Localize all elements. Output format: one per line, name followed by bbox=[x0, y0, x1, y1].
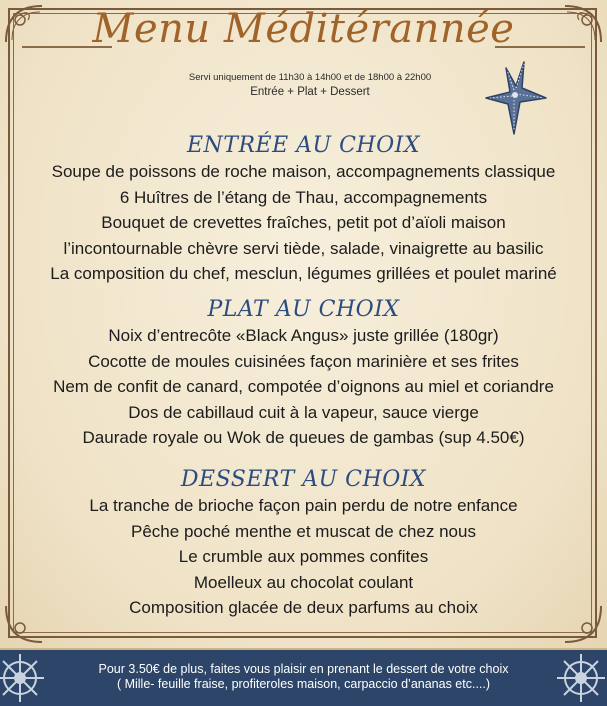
menu-item: La tranche de brioche façon pain perdu de notre enfance bbox=[89, 496, 518, 515]
section-title: PLAT AU CHOIX bbox=[207, 297, 400, 322]
menu-item: Dos de cabillaud cuit à la vapeur, sauce vierge bbox=[128, 402, 479, 422]
menu-item: La composition du chef, mesclun, légumes grillées et poulet mariné bbox=[50, 264, 557, 283]
menu-item: Nem de confit de canard, compotée d’oignons au miel et coriandre bbox=[53, 377, 554, 396]
footer-note bbox=[60, 662, 547, 692]
menu-item: Cocotte de moules cuisinées façon marinière et ses frites bbox=[88, 351, 519, 371]
footer-border bbox=[0, 648, 607, 650]
service-hours: Servi uniquement de 11h30 à 14h00 et de 18h00 à 22h00 bbox=[188, 72, 432, 83]
menu-item: l’incontournable chèvre servi tiède, salade, vinaigrette au basilic bbox=[63, 238, 544, 258]
section-plat bbox=[0, 297, 607, 451]
section-title: ENTRÉE AU CHOIX bbox=[187, 133, 420, 158]
footer-line-2: ( Mille- feuille fraise, profiteroles maison, carpaccio d’ananas etc....) bbox=[116, 677, 491, 691]
menu-formula: Entrée + Plat + Dessert bbox=[250, 86, 370, 98]
menu-item: Soupe de poissons de roche maison, accompagnements classique bbox=[51, 162, 556, 181]
section-title: DESSERT AU CHOIX bbox=[180, 467, 427, 492]
footer-line-1: Pour 3.50€ de plus, faites vous plaisir en prenant le dessert de votre choix bbox=[98, 662, 509, 676]
section-dessert bbox=[0, 467, 607, 621]
menu-item: Pêche poché menthe et muscat de chez nous bbox=[131, 521, 476, 541]
menu-item: Bouquet de crevettes fraîches, petit pot d’aïoli maison bbox=[101, 213, 506, 232]
menu-item: Composition glacée de deux parfums au choix bbox=[129, 598, 478, 617]
section-entree bbox=[0, 133, 607, 287]
starfish-icon bbox=[484, 58, 550, 138]
menu-item: Moelleux au chocolat coulant bbox=[193, 572, 414, 592]
menu-item: Daurade royale ou Wok de queues de gambas (sup 4.50€) bbox=[82, 428, 525, 447]
ship-wheel-icon bbox=[553, 650, 607, 706]
ship-wheel-icon bbox=[0, 650, 48, 706]
menu-item: 6 Huîtres de l’étang de Thau, accompagnements bbox=[119, 187, 488, 207]
menu-title: Menu Méditérannée bbox=[92, 6, 515, 52]
footer-banner bbox=[0, 648, 607, 706]
menu-item: Le crumble aux pommes confites bbox=[178, 547, 429, 566]
menu-item: Noix d’entrecôte «Black Angus» juste grillée (180gr) bbox=[108, 326, 499, 345]
